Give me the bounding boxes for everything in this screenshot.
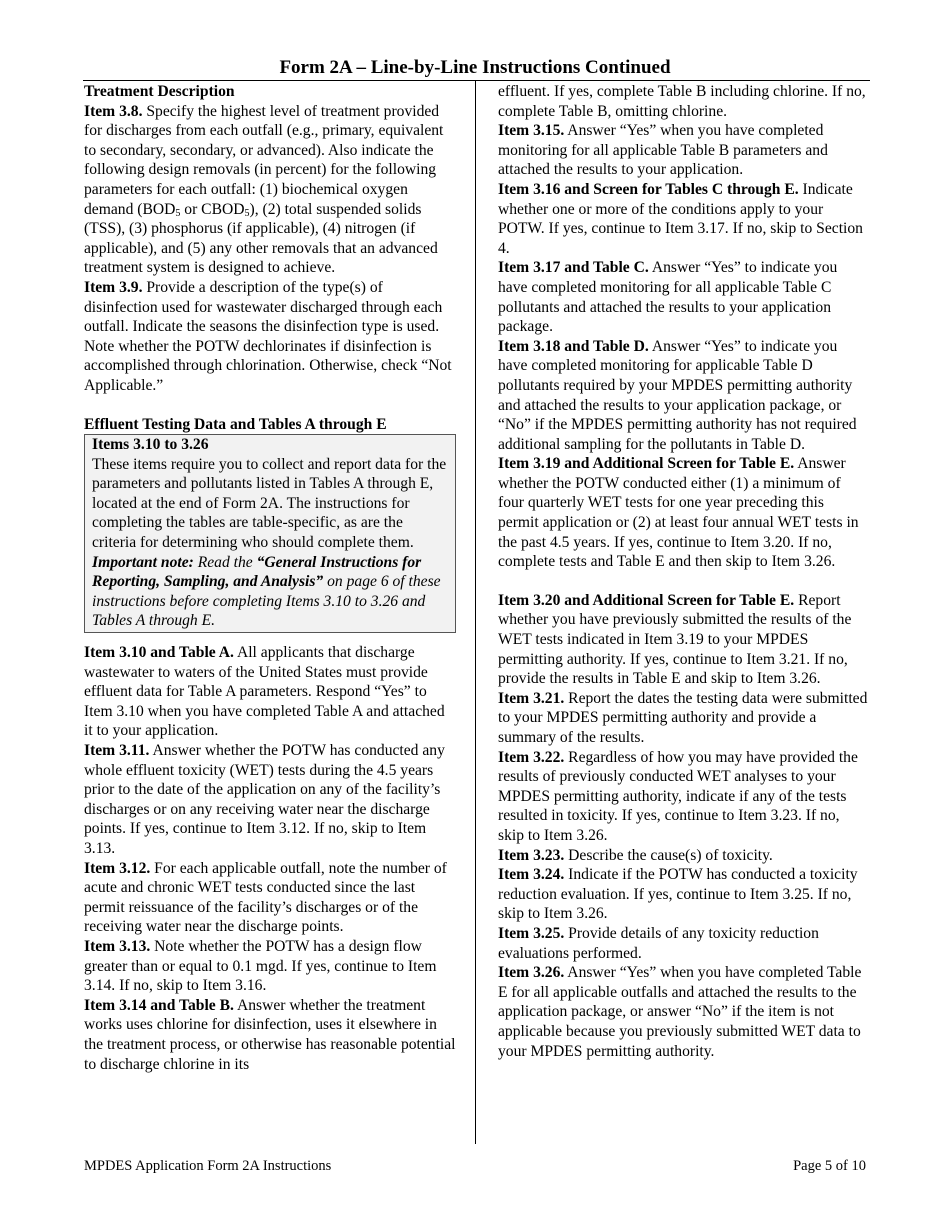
item-3-23: Item 3.23. Describe the cause(s) of toxicity.: [498, 846, 773, 864]
item-3-10: Item 3.10 and Table A. All applicants that discharge wastewater to waters of the United States must provide effluent data for Table A parameters. Respond “Yes” to Item 3.10 when you have completed Table A and attached it to your application.: [84, 644, 445, 740]
left-column: [84, 82, 456, 1074]
item-3-16: Item 3.16 and Screen for Tables C through E. Indicate whether one or more of the conditions apply to your POTW. If yes, continue to Item 3.17. If no, skip to Section 4.: [498, 180, 863, 257]
item-3-12: Item 3.12. For each applicable outfall, note the number of acute and chronic WET tests conducted since the last permit reissuance of the facility’s discharges or of the receiving water near the discharge points.: [84, 859, 447, 936]
footer-page-number: Page 5 of 10: [793, 1158, 866, 1174]
item-3-22: Item 3.22. Regardless of how you may have provided the results of previously conducted WET analyses to your MPDES permitting authority, indicate if any of the tests resulted in toxicity. If yes, continue to Item 3.23. If no, skip to Item 3.26.: [498, 748, 858, 844]
page-title: Form 2A – Line-by-Line Instructions Continued: [279, 57, 671, 78]
note-box-text: These items require you to collect and report data for the parameters and pollutants listed in Tables A through E, located at the end of Form 2A. The instructions for completing the tables are table-specific, as are the criteria for determining who should complete them.: [92, 455, 447, 552]
note-box: [84, 434, 456, 633]
item-3-19: Item 3.19 and Additional Screen for Table E. Answer whether the POTW conducted either (1) a minimum of four quarterly WET tests for one year preceding this permit application or (2) at least four annual WET tests in the past 4.5 years. If yes, continue to Item 3.20. If no, complete tests and Table E and then skip to Item 3.26.: [498, 455, 859, 571]
item-3-11: Item 3.11. Answer whether the POTW has conducted any whole effluent toxicity (WET) tests during the 4.5 years prior to the date of the application on any of the facility’s discharges or on any receiving water near the discharge points. If yes, continue to Item 3.12. If no, skip to Item 3.13.: [84, 742, 445, 857]
item-3-26: Item 3.26. Answer “Yes” when you have completed Table E for all applicable outfalls and attached the results to the application package, or answer “No” if the item is not applicable because you previously submitted WET data to your MPDES permitting authority.: [498, 964, 862, 1060]
item-3-13: Item 3.13. Note whether the POTW has a design flow greater than or equal to 0.1 mgd. If yes, continue to Item 3.14. If no, skip to Item 3.16.: [84, 937, 437, 995]
important-note: Important note: Read the “General Instructions for Reporting, Sampling, and Analysis” on page 6 of these instructions before completing Items 3.10 to 3.26 and Tables A through E.: [92, 553, 441, 630]
item-3-14-continued: effluent. If yes, complete Table B including chlorine. If no, complete Table B, omitting chlorine.: [498, 83, 866, 120]
item-3-8: Item 3.8. Specify the highest level of treatment provided for discharges from each outfall (e.g., primary, equivalent to secondary, secondary, or advanced). Also indicate the following design removals (in percent) for the following parameters for each outfall: (1) biochemical oxygen demand ($BOD_5$ or $CBOD_5$), (2) total suspended solids (TSS), (3) phosphorus (if applicable), (4) nitrogen (if applicable), and (5) any other removals that an advanced treatment system is designed to achieve.: [84, 102, 444, 277]
item-3-9: Item 3.9. Provide a description of the type(s) of disinfection used for wastewater discharged through each outfall. Indicate the seasons the disinfection type is used. Note whether the POTW dechlorinates if disinfection is accomplished through chlorination. Otherwise, check “Not Applicable.”: [84, 278, 452, 394]
item-3-24: Item 3.24. Indicate if the POTW has conducted a toxicity reduction evaluation. If yes, continue to Item 3.25. If no, skip to Item 3.26.: [498, 866, 858, 923]
item-3-21: Item 3.21. Report the dates the testing data were submitted to your MPDES permitting authority and provide a summary of the results.: [498, 689, 868, 746]
item-3-17: Item 3.17 and Table C. Answer “Yes” to indicate you have completed monitoring for all applicable Table C pollutants and attached the results to your application package.: [498, 259, 838, 336]
column-divider: [475, 80, 476, 1144]
right-column: [498, 82, 868, 1061]
item-3-25: Item 3.25. Provide details of any toxicity reduction evaluations performed.: [498, 924, 819, 962]
footer-form-name: MPDES Application Form 2A Instructions: [84, 1158, 332, 1174]
item-3-18: Item 3.18 and Table D. Answer “Yes” to indicate you have completed monitoring for applicable Table D pollutants required by your MPDES permitting authority and attached the results to your application package, or “No” if the MPDES permitting authority has not required additional sampling for the pollutants in Table D.: [498, 337, 857, 453]
item-3-15: Item 3.15. Answer “Yes” when you have completed monitoring for all applicable Table B parameters and attached the results to your application.: [498, 122, 828, 179]
treatment-heading: Treatment Description: [84, 83, 235, 100]
effluent-heading: Effluent Testing Data and Tables A through E: [84, 415, 387, 433]
item-3-20: Item 3.20 and Additional Screen for Table E. Report whether you have previously submitted the results of the WET tests indicated in Item 3.19 to your MPDES permitting authority. If yes, continue to Item 3.21. If no, provide the results in Table E and skip to Item 3.26.: [498, 591, 852, 688]
note-box-title: Items 3.10 to 3.26: [92, 436, 209, 454]
item-3-14: Item 3.14 and Table B. Answer whether the treatment works uses chlorine for disinfection, uses it elsewhere in the treatment process, or otherwise has reasonable potential to discharge chlorine in its: [84, 996, 456, 1073]
title-rule: [83, 80, 870, 81]
